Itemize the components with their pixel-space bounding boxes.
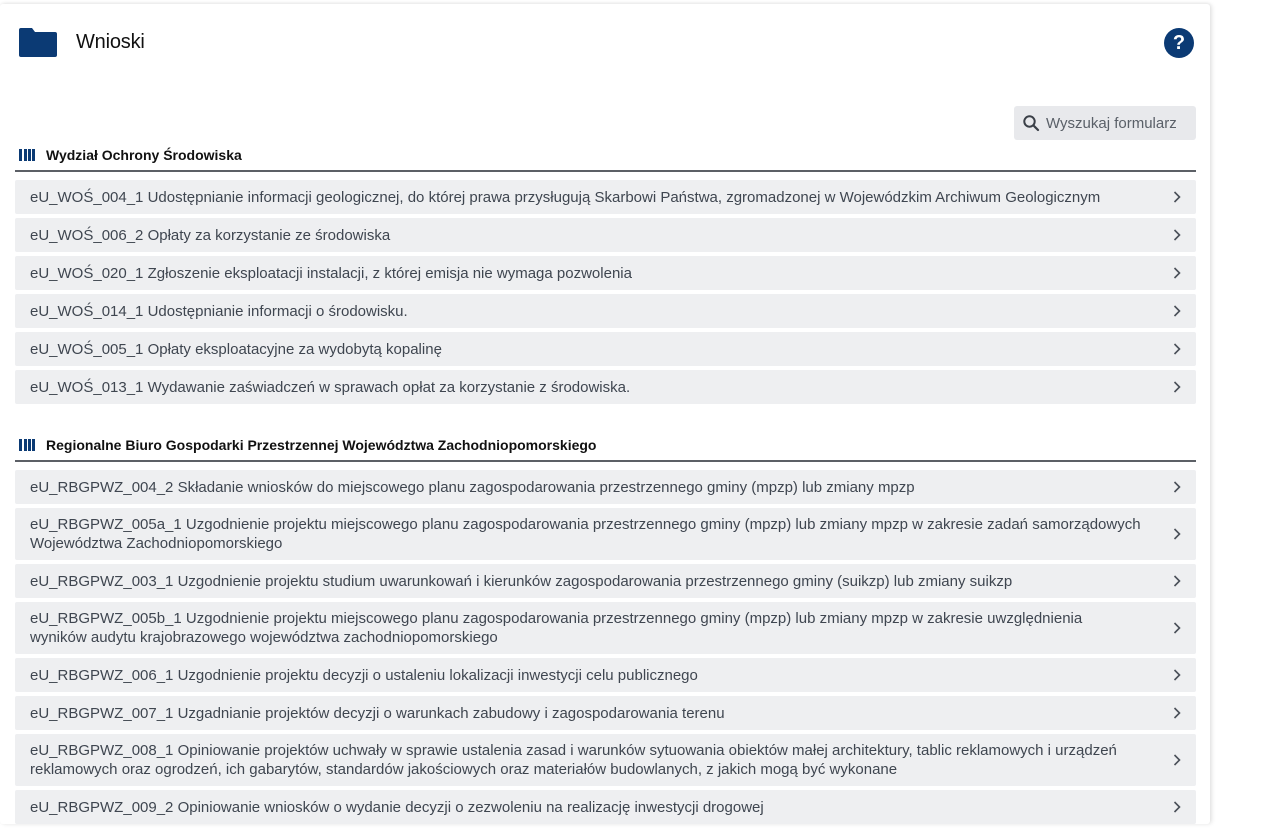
- form-item-label: eU_WOŚ_020_1 Zgłoszenie eksploatacji instalacji, z której emisja nie wymaga pozwolenia: [30, 264, 632, 282]
- forms-panel: [0, 4, 1210, 824]
- section-title: Wydział Ochrony Środowiska: [46, 147, 242, 163]
- chevron-right-icon: [1172, 706, 1182, 720]
- chevron-right-icon: [1172, 621, 1182, 635]
- form-item-label: eU_RBGPWZ_004_2 Składanie wniosków do miejscowego planu zagospodarowania przestrzennego gminy (mpzp) lub zmiany mpzp: [30, 478, 915, 496]
- chevron-right-icon: [1172, 380, 1182, 394]
- form-list: [15, 180, 1196, 404]
- form-item[interactable]: [15, 734, 1196, 786]
- chevron-right-icon: [1172, 574, 1182, 588]
- section-header: [15, 142, 1196, 172]
- section-wos: [15, 142, 1196, 408]
- chevron-right-icon: [1172, 668, 1182, 682]
- form-item[interactable]: [15, 658, 1196, 692]
- chevron-right-icon: [1172, 304, 1182, 318]
- form-item[interactable]: [15, 218, 1196, 252]
- chevron-right-icon: [1172, 342, 1182, 356]
- section-title: Regionalne Biuro Gospodarki Przestrzennej Województwa Zachodniopomorskiego: [46, 437, 597, 453]
- form-item[interactable]: [15, 256, 1196, 290]
- page-header: [18, 24, 145, 60]
- folder-icon: [18, 26, 58, 58]
- form-item[interactable]: [15, 564, 1196, 598]
- search-icon: [1022, 114, 1040, 132]
- form-item[interactable]: [15, 180, 1196, 214]
- search-input[interactable]: [1046, 115, 1196, 132]
- form-item-label: eU_RBGPWZ_009_2 Opiniowanie wniosków o wydanie decyzji o zezwoleniu na realizację inwestycji drogowej: [30, 798, 764, 816]
- book-icon: [19, 149, 35, 161]
- form-item-label: eU_RBGPWZ_008_1 Opiniowanie projektów uchwały w sprawie ustalenia zasad i warunków sytuowania obiektów małej architektury, tablic reklamowych i urządzeń reklamowych oraz ogrodzeń, ich gabarytów, standardów jakościowych oraz materiałów budowlanych, z jakich mogą być wykonane: [30, 742, 1117, 778]
- form-item[interactable]: [15, 508, 1196, 560]
- form-item[interactable]: [15, 370, 1196, 404]
- chevron-right-icon: [1172, 800, 1182, 814]
- form-item-label: eU_RBGPWZ_005a_1 Uzgodnienie projektu miejscowego planu zagospodarowania przestrzennego gminy (mpzp) lub zmiany mpzp w zakresie zadań samorządowych Województwa Zachodniopomorskiego: [30, 516, 1141, 552]
- form-item-label: eU_RBGPWZ_006_1 Uzgodnienie projektu decyzji o ustaleniu lokalizacji inwestycji celu publicznego: [30, 666, 698, 684]
- section-header: [15, 432, 1196, 462]
- form-item-label: eU_RBGPWZ_007_1 Uzgadnianie projektów decyzji o warunkach zabudowy i zagospodarowania terenu: [30, 704, 725, 722]
- form-list: [15, 470, 1196, 824]
- help-icon[interactable]: ?: [1164, 28, 1194, 58]
- search-box[interactable]: [1014, 106, 1196, 140]
- form-item[interactable]: [15, 294, 1196, 328]
- form-item-label: eU_WOŚ_014_1 Udostępnianie informacji o środowisku.: [30, 302, 408, 320]
- form-item-label: eU_WOŚ_004_1 Udostępnianie informacji geologicznej, do której prawa przysługują Skarbowi Państwa, zgromadzonej w Wojewódzkim Archiwum Geologicznym: [30, 188, 1101, 206]
- page-title: Wnioski: [76, 30, 145, 53]
- chevron-right-icon: [1172, 753, 1182, 767]
- chevron-right-icon: [1172, 190, 1182, 204]
- form-item-label: eU_RBGPWZ_005b_1 Uzgodnienie projektu miejscowego planu zagospodarowania przestrzennego gminy (mpzp) lub zmiany mpzp w zakresie uwzględnienia wyników audytu krajobrazowego województwa zachodniopomorskiego: [30, 610, 1083, 646]
- form-item-label: eU_RBGPWZ_003_1 Uzgodnienie projektu studium uwarunkowań i kierunków zagospodarowania przestrzennego gminy (suikzp) lub zmiany suikzp: [30, 572, 1013, 590]
- chevron-right-icon: [1172, 480, 1182, 494]
- form-item[interactable]: [15, 332, 1196, 366]
- form-item[interactable]: [15, 696, 1196, 730]
- chevron-right-icon: [1172, 527, 1182, 541]
- chevron-right-icon: [1172, 266, 1182, 280]
- form-item-label: eU_WOŚ_006_2 Opłaty za korzystanie ze środowiska: [30, 226, 391, 244]
- form-item[interactable]: [15, 790, 1196, 824]
- form-item[interactable]: [15, 602, 1196, 654]
- form-item[interactable]: [15, 470, 1196, 504]
- chevron-right-icon: [1172, 228, 1182, 242]
- book-icon: [19, 439, 35, 451]
- form-item-label: eU_WOŚ_013_1 Wydawanie zaświadczeń w sprawach opłat za korzystanie z środowiska.: [30, 378, 631, 396]
- form-item-label: eU_WOŚ_005_1 Opłaty eksploatacyjne za wydobytą kopalinę: [30, 340, 442, 358]
- section-rbgpwz: [15, 432, 1196, 828]
